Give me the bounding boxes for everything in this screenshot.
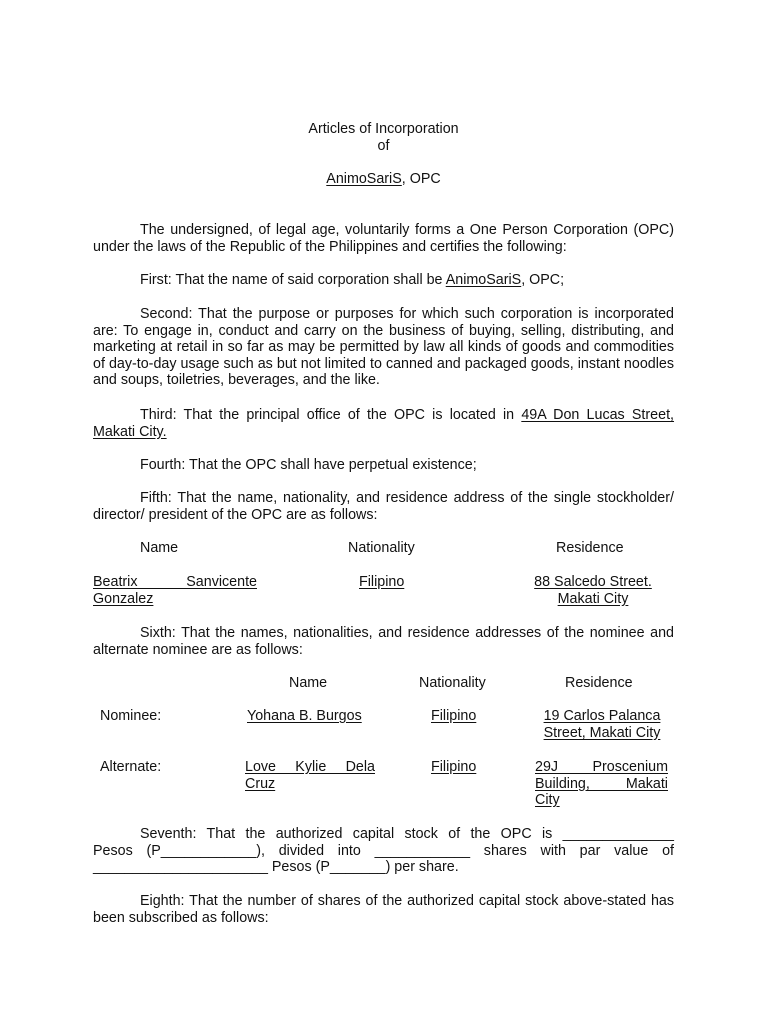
nominee-residence-line-1: 19 Carlos Palanca [543,708,661,724]
first-text: First: That the name of said corporation shall be [140,272,446,288]
title-line-1: Articles of Incorporation [308,121,459,137]
stockholder-header-nationality: Nationality [348,540,415,556]
stockholder-name-line-1: Beatrix Sanvicente [93,574,257,590]
stockholder-residence [520,574,666,607]
alternate-residence-line-3: City [535,792,560,809]
fifth-paragraph: Fifth: That the name, nationality, and residence address of the single stockholder/ director/ president of the OPC are as follows: [93,490,674,523]
nominee-header-residence: Residence [565,675,633,691]
stockholder-name-line-2: Gonzalez [93,590,154,607]
stockholder-nationality: Filipino [359,574,405,590]
seventh-paragraph [93,826,674,876]
first-paragraph [93,272,674,289]
alternate-residence-line-2: Building, Makati [535,775,668,792]
alternate-nationality: Filipino [431,759,477,775]
alternate-name-line-1: Love Kylie Dela [245,759,375,775]
stockholder-residence-line-2: Makati City [557,590,629,607]
company-suffix: , OPC [401,171,441,187]
alternate-role: Alternate: [100,759,162,775]
nominee-residence [536,708,668,741]
nominee-residence-line-2: Street, Makati City [543,724,661,741]
office-address: 49A Don Lucas Street, Makati City. [93,407,675,440]
first-suffix: , OPC; [521,272,565,288]
seventh-line-3: ______________________ Pesos (P_______) per share. [93,859,459,876]
fourth-paragraph: Fourth: That the OPC shall have perpetual existence; [140,457,477,473]
intro-paragraph: The undersigned, of legal age, voluntarily forms a One Person Corporation (OPC) under the laws of the Republic of the Philippines and certifies the following: [93,222,674,255]
stockholder-residence-line-1: 88 Salcedo Street. [534,574,652,590]
alternate-residence-line-1: 29J Proscenium [535,759,668,775]
document-title [93,121,674,154]
second-paragraph: Second: That the purpose or purposes for which such corporation is incorporated are: To engage in, conduct and carry on the business of buying, selling, distributing, and marketing at retail in so far as may be permitted by law all kinds of goods and commodities of day-to-day usage such as but not limited to canned and packaged goods, instant noodles and soups, toiletries, beverages, and the like. [93,306,674,389]
title-line-2: of [377,137,390,154]
stockholder-name [93,574,257,607]
alternate-residence [535,759,668,809]
sixth-paragraph: Sixth: That the names, nationalities, and residence addresses of the nominee and alternate nominee are as follows: [93,625,674,658]
nominee-header-nationality: Nationality [419,675,486,691]
eighth-paragraph: Eighth: That the number of shares of the authorized capital stock above-stated has been subscribed as follows: [93,893,674,926]
first-company-name: AnimoSariS [445,272,522,288]
company-name: AnimoSariS [326,171,402,187]
nominee-header-name: Name [289,675,328,691]
third-text: Third: That the principal office of the OPC is located in [140,407,522,423]
alternate-name [245,759,375,792]
nominee-nationality: Filipino [431,708,477,724]
seventh-line-1: Seventh: That the authorized capital stock of the OPC is ______________ [140,826,674,842]
third-paragraph [93,407,674,440]
company-heading [93,171,674,188]
nominee-name: Yohana B. Burgos [247,708,362,724]
nominee-role: Nominee: [100,708,162,724]
alternate-name-line-2: Cruz [245,775,276,792]
stockholder-header-name: Name [140,540,179,556]
stockholder-header-residence: Residence [556,540,624,556]
seventh-line-2: Pesos (P____________), divided into ____________ shares with par value of [93,842,674,859]
